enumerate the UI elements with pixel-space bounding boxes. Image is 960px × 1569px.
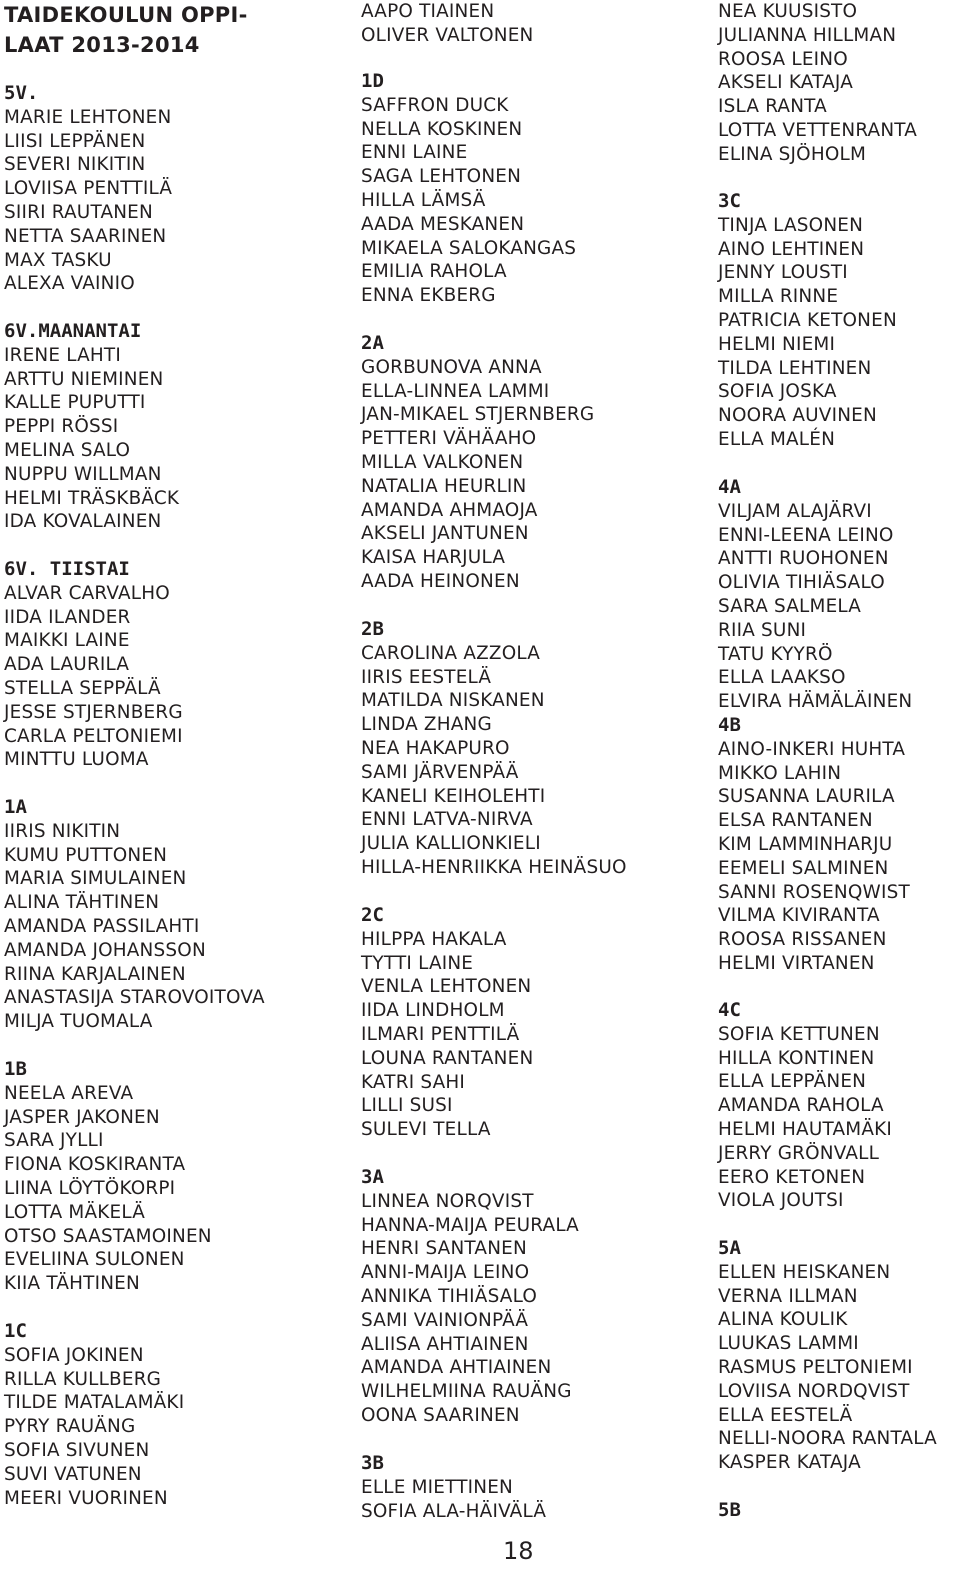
- student-name: NELLA KOSKINEN: [361, 118, 523, 140]
- student-name: SIIRI RAUTANEN: [4, 201, 153, 223]
- class-heading: 5B: [718, 1499, 741, 1521]
- student-name: MATILDA NISKANEN: [361, 690, 545, 712]
- class-heading: 1C: [4, 1320, 27, 1342]
- class-heading: 2C: [361, 904, 384, 926]
- class-block: [4, 1320, 184, 1510]
- student-name: TILDA LEHTINEN: [718, 357, 872, 379]
- student-name: ELINA SJÖHOLM: [718, 143, 867, 165]
- student-name: SAMI JÄRVENPÄÄ: [361, 761, 519, 783]
- student-name: AMANDA AHTIAINEN: [361, 1357, 552, 1379]
- student-name: MEERI VUORINEN: [4, 1487, 168, 1509]
- student-name: AADA MESKANEN: [361, 213, 525, 235]
- student-name: TYTTI LAINE: [361, 952, 474, 974]
- student-name: SEVERI NIKITIN: [4, 154, 146, 176]
- student-name: ALEXA VAINIO: [4, 273, 135, 295]
- title-line-1: TAIDEKOULUN OPPI-: [4, 3, 248, 27]
- student-name: JULIANNA HILLMAN: [718, 24, 897, 46]
- student-name: EMILIA RAHOLA: [361, 261, 507, 283]
- student-name: MARIE LEHTONEN: [4, 106, 172, 128]
- student-name: SULEVI TELLA: [361, 1119, 491, 1141]
- student-name: ELLA LEPPÄNEN: [718, 1071, 867, 1093]
- student-name: ARTTU NIEMINEN: [4, 368, 164, 390]
- student-name: JENNY LOUSTI: [718, 262, 848, 284]
- student-name: IRENE LAHTI: [4, 344, 121, 366]
- class-heading: 4C: [718, 999, 741, 1021]
- student-name: AINO LEHTINEN: [718, 238, 865, 260]
- class-heading: 3C: [718, 190, 741, 212]
- student-name: AKSELI KATAJA: [718, 72, 854, 94]
- student-name: MILLA RINNE: [718, 286, 839, 308]
- student-name: JESSE STJERNBERG: [4, 701, 183, 723]
- student-name: ELSA RANTANEN: [718, 810, 873, 832]
- class-heading: 2B: [361, 618, 384, 640]
- student-name: TINJA LASONEN: [718, 214, 864, 236]
- student-name: VENLA LEHTONEN: [361, 976, 532, 998]
- student-name: KAISA HARJULA: [361, 547, 506, 569]
- student-name: SUSANNA LAURILA: [718, 786, 895, 808]
- student-name: SARA JYLLI: [4, 1130, 104, 1152]
- student-name: MELINA SALO: [4, 439, 131, 461]
- student-name: VILJAM ALAJÄRVI: [718, 500, 872, 522]
- student-name: STELLA SEPPÄLÄ: [4, 677, 161, 699]
- class-heading: 6V.MAANANTAI: [4, 320, 142, 342]
- student-name: HILLA-HENRIIKKA HEINÄSUO: [361, 856, 627, 878]
- student-name: ELLE MIETTINEN: [361, 1476, 513, 1498]
- class-block: [4, 320, 179, 534]
- student-name: ROOSA LEINO: [718, 48, 848, 70]
- class-heading: 5V.: [4, 82, 39, 104]
- student-name: RIINA KARJALAINEN: [4, 963, 186, 985]
- class-block: [4, 558, 183, 772]
- student-name: SAGA LEHTONEN: [361, 166, 522, 188]
- page-number: 18: [503, 1537, 534, 1565]
- student-name: NELLI-NOORA RANTALA: [718, 1428, 937, 1450]
- student-name: HILLA LÄMSÄ: [361, 189, 486, 211]
- student-name: TATU KYYRÖ: [718, 643, 833, 665]
- class-block: [718, 1499, 741, 1523]
- class-heading: 4B: [718, 714, 741, 736]
- student-name: ELLA MALÉN: [718, 428, 836, 450]
- class-heading: 1A: [4, 796, 27, 818]
- student-name: ANASTASIJA STAROVOITOVA: [4, 987, 265, 1009]
- student-name: HILPPA HAKALA: [361, 928, 507, 950]
- student-name: AMANDA AHMAOJA: [361, 499, 538, 521]
- student-name: LOVIISA NORDQVIST: [718, 1380, 910, 1402]
- student-name: NOORA AUVINEN: [718, 405, 877, 427]
- class-heading: 4A: [718, 476, 741, 498]
- student-name: KIM LAMMINHARJU: [718, 833, 893, 855]
- student-name: VILMA KIVIRANTA: [718, 905, 880, 927]
- student-name: LOVIISA PENTTILÄ: [4, 178, 173, 200]
- student-name: SOFIA SIVUNEN: [4, 1439, 150, 1461]
- student-name: LINNEA NORQVIST: [361, 1190, 534, 1212]
- student-name: IIDA ILANDER: [4, 606, 131, 628]
- student-name: ISLA RANTA: [718, 96, 827, 118]
- student-name: HANNA-MAIJA PEURALA: [361, 1214, 579, 1236]
- student-name: PEPPI RÖSSI: [4, 416, 119, 438]
- student-name: FIONA KOSKIRANTA: [4, 1154, 186, 1176]
- student-name: LIINA LÖYTÖKORPI: [4, 1177, 176, 1199]
- student-name: NEA HAKAPURO: [361, 737, 510, 759]
- student-name: GORBUNOVA ANNA: [361, 356, 542, 378]
- student-name: OTSO SAASTAMOINEN: [4, 1225, 212, 1247]
- class-heading: 3A: [361, 1166, 384, 1188]
- student-name: ANNI-MAIJA LEINO: [361, 1262, 530, 1284]
- class-block: [361, 70, 576, 308]
- student-name: NEELA AREVA: [4, 1082, 134, 1104]
- class-block: [718, 714, 910, 976]
- student-name: EVELIINA SULONEN: [4, 1249, 185, 1271]
- document-title: [4, 0, 344, 60]
- student-name: CAROLINA AZZOLA: [361, 642, 541, 664]
- student-name: SUVI VATUNEN: [4, 1463, 142, 1485]
- student-name: ILMARI PENTTILÄ: [361, 1023, 520, 1045]
- class-heading: 3B: [361, 1452, 384, 1474]
- student-name: PYRY RAUÄNG: [4, 1416, 136, 1438]
- student-name: MIKAELA SALOKANGAS: [361, 237, 577, 259]
- student-name: SOFIA KETTUNEN: [718, 1023, 880, 1045]
- student-name: IIDA LINDHOLM: [361, 1000, 505, 1022]
- class-block: [718, 190, 897, 452]
- class-heading: 1D: [361, 70, 384, 92]
- column-1: [4, 0, 344, 1509]
- student-name: KIIA TÄHTINEN: [4, 1273, 140, 1295]
- student-name: ENNI LATVA-NIRVA: [361, 809, 533, 831]
- student-name: KANELI KEIHOLEHTI: [361, 785, 546, 807]
- class-block: [718, 1237, 937, 1475]
- student-name: IIRIS NIKITIN: [4, 820, 121, 842]
- student-name: AAPO TIAINEN: [361, 1, 495, 22]
- student-name: MARIA SIMULAINEN: [4, 868, 187, 890]
- student-name: NETTA SAARINEN: [4, 225, 167, 247]
- student-name: HELMI NIEMI: [718, 333, 836, 355]
- student-name: AKSELI JANTUNEN: [361, 523, 529, 545]
- student-name: LUUKAS LAMMI: [718, 1333, 859, 1355]
- student-name: LOUNA RANTANEN: [361, 1047, 534, 1069]
- student-name: ENNI-LEENA LEINO: [718, 524, 894, 546]
- class-block: [361, 332, 594, 594]
- student-name: RILLA KULLBERG: [4, 1368, 162, 1390]
- student-name: ANNIKA TIHIÄSALO: [361, 1285, 538, 1307]
- student-name: JERRY GRÖNVALL: [718, 1142, 880, 1164]
- student-name: ALVAR CARVALHO: [4, 582, 170, 604]
- student-name: ALINA TÄHTINEN: [4, 892, 160, 914]
- class-block: [361, 1452, 546, 1523]
- student-name: LILLI SUSI: [361, 1095, 453, 1117]
- student-name: LIISI LEPPÄNEN: [4, 130, 146, 152]
- student-name: MINTTU LUOMA: [4, 749, 149, 771]
- student-name: ELLA-LINNEA LAMMI: [361, 380, 550, 402]
- student-name: PETTERI VÄHÄAHO: [361, 428, 537, 450]
- student-name: KUMU PUTTONEN: [4, 844, 168, 866]
- student-name: IIRIS EESTELÄ: [361, 666, 492, 688]
- class-block: [718, 0, 917, 167]
- student-name: CARLA PELTONIEMI: [4, 725, 183, 747]
- student-name: LOTTA VETTENRANTA: [718, 119, 918, 141]
- student-name: AADA HEINONEN: [361, 570, 520, 592]
- student-name: SANNI ROSENQWIST: [718, 881, 910, 903]
- student-name: IDA KOVALAINEN: [4, 511, 162, 533]
- student-name: OLIVER VALTONEN: [361, 24, 534, 46]
- student-name: EEMELI SALMINEN: [718, 857, 889, 879]
- student-name: PATRICIA KETONEN: [718, 309, 897, 331]
- student-name: ADA LAURILA: [4, 654, 130, 676]
- class-block: [361, 1166, 579, 1428]
- student-name: VIOLA JOUTSI: [718, 1190, 844, 1212]
- student-name: HILLA KONTINEN: [718, 1047, 875, 1069]
- student-name: TILDE MATALAMÄKI: [4, 1392, 185, 1414]
- student-name: RIIA SUNI: [718, 619, 807, 641]
- student-name: SARA SALMELA: [718, 595, 862, 617]
- student-name: ROOSA RISSANEN: [718, 929, 887, 951]
- student-name: NUPPU WILLMAN: [4, 463, 162, 485]
- student-name: OONA SAARINEN: [361, 1404, 520, 1426]
- student-name: HENRI SANTANEN: [361, 1238, 527, 1260]
- class-block: [4, 1058, 212, 1296]
- student-name: ELVIRA HÄMÄLÄINEN: [718, 691, 913, 713]
- class-block: [4, 82, 172, 296]
- class-heading: 1B: [4, 1058, 27, 1080]
- student-name: MAIKKI LAINE: [4, 630, 130, 652]
- class-block: [361, 618, 627, 880]
- student-name: SAFFRON DUCK: [361, 94, 509, 116]
- student-name: ELLA EESTELÄ: [718, 1404, 853, 1426]
- class-block: [361, 0, 534, 48]
- student-name: ALIISA AHTIAINEN: [361, 1333, 529, 1355]
- student-name: HELMI TRÄSKBÄCK: [4, 487, 180, 509]
- student-name: ENNA EKBERG: [361, 285, 496, 307]
- student-name: LOTTA MÄKELÄ: [4, 1201, 145, 1223]
- student-name: MIKKO LAHIN: [718, 762, 842, 784]
- class-block: [361, 904, 533, 1142]
- student-name: MILJA TUOMALA: [4, 1011, 153, 1033]
- student-name: JULIA KALLIONKIELI: [361, 833, 541, 855]
- class-heading: 6V. TIISTAI: [4, 558, 130, 580]
- student-name: ELLEN HEISKANEN: [718, 1261, 891, 1283]
- student-name: KATRI SAHI: [361, 1071, 466, 1093]
- student-name: KASPER KATAJA: [718, 1452, 861, 1474]
- student-name: AMANDA JOHANSSON: [4, 939, 206, 961]
- student-name: EERO KETONEN: [718, 1166, 866, 1188]
- student-name: SOFIA JOSKA: [718, 381, 837, 403]
- class-heading: 2A: [361, 332, 384, 354]
- student-name: NATALIA HEURLIN: [361, 475, 527, 497]
- student-name: LINDA ZHANG: [361, 714, 492, 736]
- student-name: SOFIA JOKINEN: [4, 1344, 144, 1366]
- student-name: MAX TASKU: [4, 249, 112, 271]
- student-name: AMANDA RAHOLA: [718, 1095, 884, 1117]
- class-block: [718, 476, 912, 714]
- student-name: JASPER JAKONEN: [4, 1106, 160, 1128]
- title-line-2: LAAT 2013-2014: [4, 33, 200, 57]
- class-block: [718, 999, 892, 1213]
- class-heading: 5A: [718, 1237, 741, 1259]
- student-name: VERNA ILLMAN: [718, 1285, 858, 1307]
- student-name: AMANDA PASSILAHTI: [4, 915, 200, 937]
- student-name: ANTTI RUOHONEN: [718, 548, 889, 570]
- student-name: AINO-INKERI HUHTA: [718, 738, 906, 760]
- student-name: MILLA VALKONEN: [361, 451, 524, 473]
- student-name: WILHELMIINA RAUÄNG: [361, 1381, 572, 1403]
- student-name: ELLA LAAKSO: [718, 667, 846, 689]
- class-block: [4, 796, 265, 1034]
- student-name: OLIVIA TIHIÄSALO: [718, 572, 885, 594]
- student-name: ENNI LAINE: [361, 142, 468, 164]
- student-name: HELMI HAUTAMÄKI: [718, 1118, 893, 1140]
- student-name: KALLE PUPUTTI: [4, 392, 146, 414]
- student-name: NEA KUUSISTO: [718, 1, 858, 22]
- student-name: SAMI VAINIONPÄÄ: [361, 1309, 529, 1331]
- student-name: RASMUS PELTONIEMI: [718, 1356, 913, 1378]
- student-name: SOFIA ALA-HÄIVÄLÄ: [361, 1500, 547, 1522]
- student-name: JAN-MIKAEL STJERNBERG: [361, 404, 595, 426]
- student-name: HELMI VIRTANEN: [718, 952, 875, 974]
- student-name: ALINA KOULIK: [718, 1309, 848, 1331]
